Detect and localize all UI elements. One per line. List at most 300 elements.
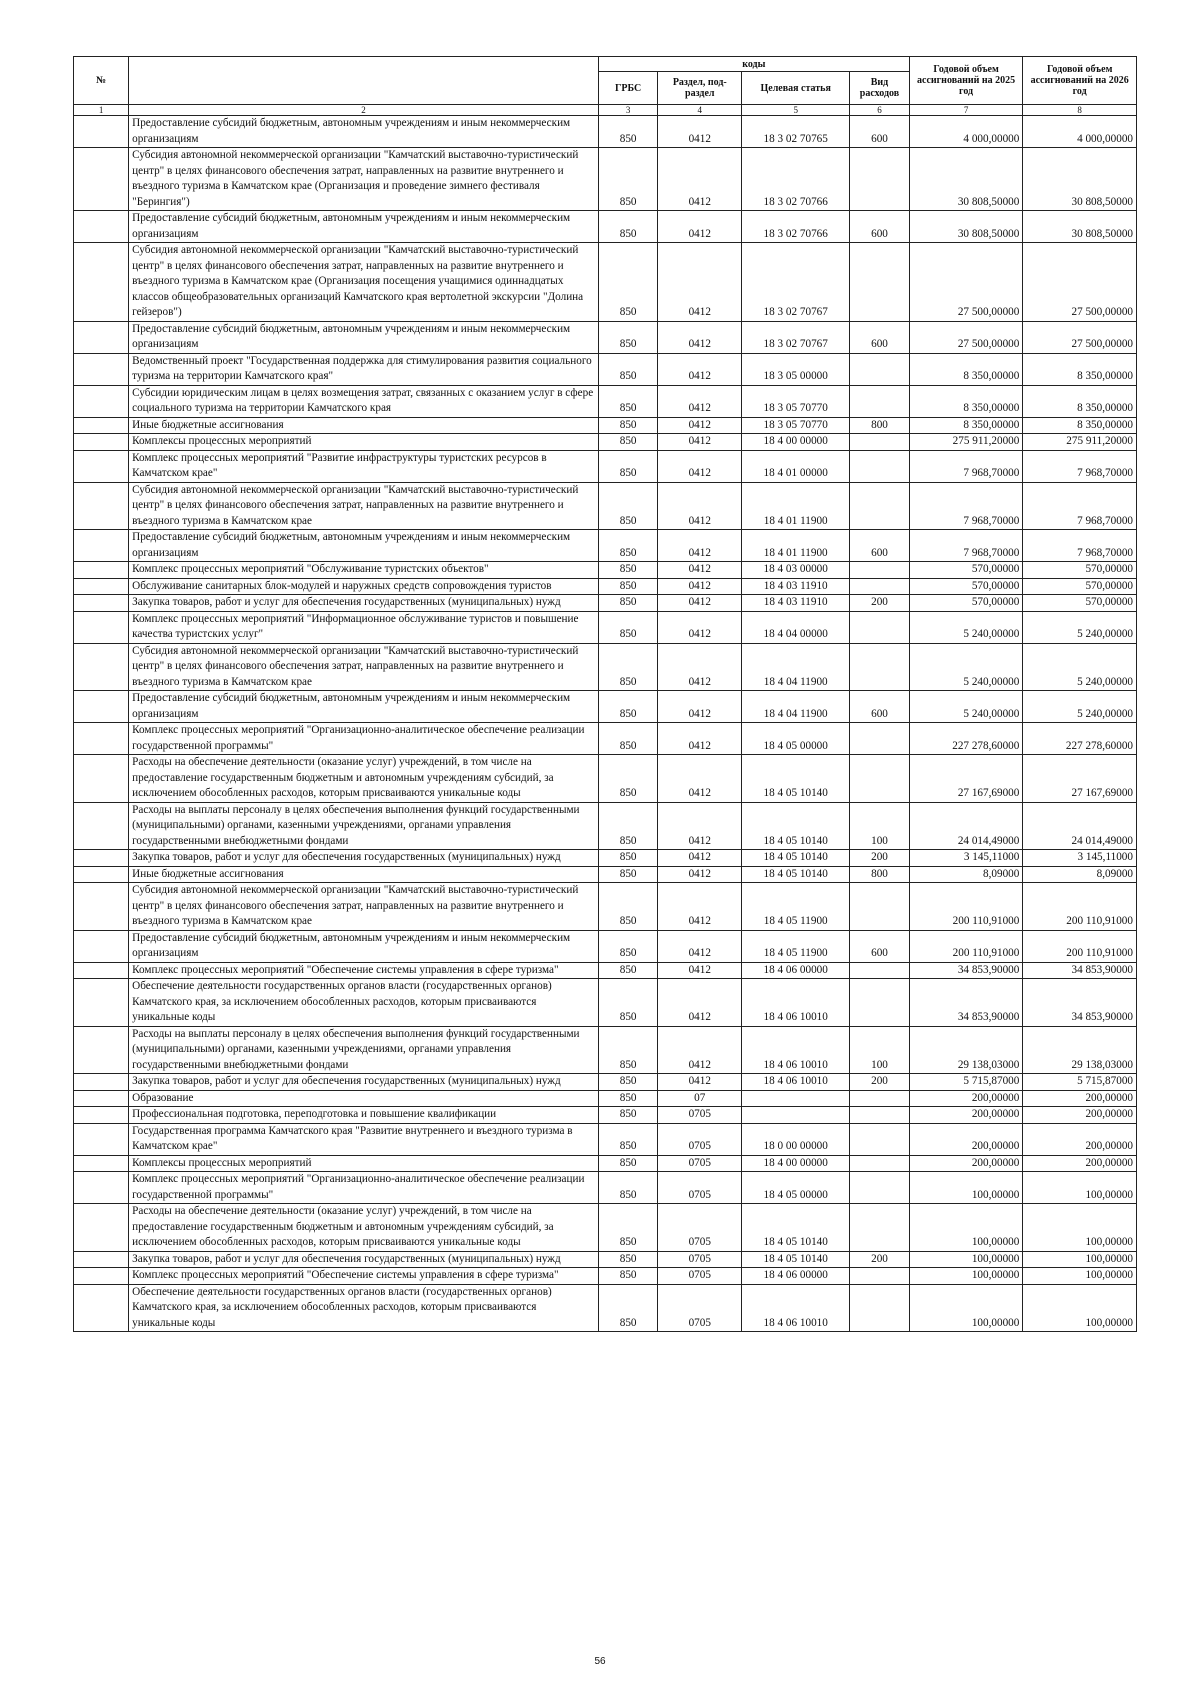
table-header xyxy=(74,57,1137,116)
amount-2025-cell: 3 145,11000 xyxy=(909,850,1023,867)
row-number-cell xyxy=(74,578,129,595)
razdel-cell: 0412 xyxy=(658,434,742,451)
target-article-cell xyxy=(742,1107,850,1124)
item-name-cell: Закупка товаров, работ и услуг для обеспечения государственных (муниципальных) нужд xyxy=(129,850,599,867)
row-number-cell xyxy=(74,883,129,931)
table-row xyxy=(74,1074,1137,1091)
razdel-cell: 0412 xyxy=(658,482,742,530)
razdel-cell: 0412 xyxy=(658,979,742,1027)
row-number-cell xyxy=(74,385,129,417)
item-name-cell: Обслуживание санитарных блок-модулей и наружных средств сопровождения туристов xyxy=(129,578,599,595)
grbs-cell: 850 xyxy=(598,802,658,850)
grbs-cell: 850 xyxy=(598,643,658,691)
amount-2026-cell: 5 240,00000 xyxy=(1023,611,1137,643)
row-number-cell xyxy=(74,1123,129,1155)
amount-2025-cell: 5 240,00000 xyxy=(909,643,1023,691)
target-article-cell: 18 4 05 11900 xyxy=(742,883,850,931)
item-name-cell: Комплекс процессных мероприятий "Обеспечение системы управления в сфере туризма" xyxy=(129,1268,599,1285)
target-article-cell: 18 4 06 00000 xyxy=(742,962,850,979)
amount-2026-cell: 100,00000 xyxy=(1023,1284,1137,1332)
expense-type-cell: 600 xyxy=(850,691,910,723)
amount-2026-cell: 5 715,87000 xyxy=(1023,1074,1137,1091)
target-article-cell: 18 4 01 11900 xyxy=(742,482,850,530)
item-name-cell: Комплекс процессных мероприятий "Организационно-аналитическое обеспечение реализации государственной программы" xyxy=(129,1172,599,1204)
item-name-cell: Ведомственный проект "Государственная поддержка для стимулирования развития социального туризма на территории Камчатского края" xyxy=(129,353,599,385)
item-name-cell: Комплекс процессных мероприятий "Обслуживание туристских объектов" xyxy=(129,562,599,579)
grbs-cell: 850 xyxy=(598,434,658,451)
header-vid: Вид расходов xyxy=(850,72,910,105)
expense-type-cell xyxy=(850,1204,910,1252)
expense-type-cell xyxy=(850,353,910,385)
table-row xyxy=(74,883,1137,931)
razdel-cell: 0412 xyxy=(658,850,742,867)
target-article-cell: 18 4 00 00000 xyxy=(742,1155,850,1172)
item-name-cell: Расходы на выплаты персоналу в целях обеспечения выполнения функций государственными (муниципальными) органами, казенными учреждениями, органами управления государственными внебюджетными фондами xyxy=(129,1026,599,1074)
grbs-cell: 850 xyxy=(598,930,658,962)
row-number-cell xyxy=(74,930,129,962)
target-article-cell: 18 4 06 10010 xyxy=(742,1284,850,1332)
item-name-cell: Предоставление субсидий бюджетным, автономным учреждениям и иным некоммерческим организациям xyxy=(129,530,599,562)
item-name-cell: Комплекс процессных мероприятий "Развитие инфраструктуры туристских ресурсов в Камчатском крае" xyxy=(129,450,599,482)
amount-2026-cell: 27 500,00000 xyxy=(1023,243,1137,322)
item-name-cell: Комплекс процессных мероприятий "Организационно-аналитическое обеспечение реализации государственной программы" xyxy=(129,723,599,755)
amount-2025-cell: 7 968,70000 xyxy=(909,530,1023,562)
item-name-cell: Иные бюджетные ассигнования xyxy=(129,866,599,883)
amount-2025-cell: 30 808,50000 xyxy=(909,211,1023,243)
amount-2026-cell: 570,00000 xyxy=(1023,595,1137,612)
razdel-cell: 0412 xyxy=(658,353,742,385)
target-article-cell: 18 4 03 11910 xyxy=(742,595,850,612)
amount-2025-cell: 100,00000 xyxy=(909,1172,1023,1204)
row-number-cell xyxy=(74,979,129,1027)
expense-type-cell xyxy=(850,1268,910,1285)
amount-2025-cell: 27 500,00000 xyxy=(909,243,1023,322)
amount-2025-cell: 100,00000 xyxy=(909,1251,1023,1268)
column-number: 3 xyxy=(598,105,658,116)
row-number-cell xyxy=(74,434,129,451)
target-article-cell: 18 4 05 00000 xyxy=(742,723,850,755)
item-name-cell: Комплекс процессных мероприятий "Обеспечение системы управления в сфере туризма" xyxy=(129,962,599,979)
header-name xyxy=(129,57,599,105)
amount-2026-cell: 24 014,49000 xyxy=(1023,802,1137,850)
table-row xyxy=(74,321,1137,353)
target-article-cell: 18 4 04 11900 xyxy=(742,643,850,691)
target-article-cell: 18 3 05 70770 xyxy=(742,385,850,417)
amount-2026-cell: 8 350,00000 xyxy=(1023,417,1137,434)
item-name-cell: Субсидия автономной некоммерческой организации "Камчатский выставочно-туристический центр" в целях финансового обеспечения затрат, направленных на развитие внутреннего и въездного туризма в Камчатском крае (Организация посещения учащимися одиннадцатых классов общеобразовательных организаций Камчатского края вертолетной экскурсии "Долина гейзеров") xyxy=(129,243,599,322)
target-article-cell: 18 3 02 70765 xyxy=(742,116,850,148)
item-name-cell: Субсидия автономной некоммерческой организации "Камчатский выставочно-туристический центр" в целях финансового обеспечения затрат, направленных на развитие внутреннего и въездного туризма в Камчатском крае xyxy=(129,643,599,691)
expense-type-cell xyxy=(850,450,910,482)
razdel-cell: 0705 xyxy=(658,1204,742,1252)
grbs-cell: 850 xyxy=(598,211,658,243)
grbs-cell: 850 xyxy=(598,611,658,643)
table-row xyxy=(74,723,1137,755)
grbs-cell: 850 xyxy=(598,148,658,211)
razdel-cell: 0412 xyxy=(658,578,742,595)
target-article-cell: 18 4 06 10010 xyxy=(742,979,850,1027)
target-article-cell: 18 4 06 00000 xyxy=(742,1268,850,1285)
razdel-cell: 0412 xyxy=(658,723,742,755)
row-number-cell xyxy=(74,1090,129,1107)
amount-2025-cell: 100,00000 xyxy=(909,1284,1023,1332)
target-article-cell: 18 3 05 70770 xyxy=(742,417,850,434)
row-number-cell xyxy=(74,643,129,691)
table-row xyxy=(74,482,1137,530)
item-name-cell: Субсидии юридическим лицам в целях возмещения затрат, связанных с оказанием услуг в сфере социального туризма на территории Камчатского края xyxy=(129,385,599,417)
item-name-cell: Предоставление субсидий бюджетным, автономным учреждениям и иным некоммерческим организациям xyxy=(129,116,599,148)
row-number-cell xyxy=(74,243,129,322)
table-row xyxy=(74,450,1137,482)
razdel-cell: 0412 xyxy=(658,116,742,148)
expense-type-cell xyxy=(850,611,910,643)
razdel-cell: 0412 xyxy=(658,562,742,579)
table-row xyxy=(74,1090,1137,1107)
amount-2025-cell: 7 968,70000 xyxy=(909,482,1023,530)
grbs-cell: 850 xyxy=(598,321,658,353)
amount-2026-cell: 200,00000 xyxy=(1023,1155,1137,1172)
expense-type-cell xyxy=(850,434,910,451)
razdel-cell: 0412 xyxy=(658,1074,742,1091)
target-article-cell: 18 4 05 10140 xyxy=(742,1251,850,1268)
row-number-cell xyxy=(74,691,129,723)
razdel-cell: 0412 xyxy=(658,595,742,612)
header-razdel: Раздел, под-раздел xyxy=(658,72,742,105)
amount-2025-cell: 8 350,00000 xyxy=(909,417,1023,434)
razdel-cell: 0412 xyxy=(658,148,742,211)
amount-2025-cell: 27 167,69000 xyxy=(909,755,1023,803)
column-number: 7 xyxy=(909,105,1023,116)
target-article-cell: 18 3 02 70767 xyxy=(742,243,850,322)
target-article-cell: 18 4 00 00000 xyxy=(742,434,850,451)
razdel-cell: 0705 xyxy=(658,1155,742,1172)
row-number-cell xyxy=(74,321,129,353)
razdel-cell: 0412 xyxy=(658,321,742,353)
header-num: № xyxy=(74,57,129,105)
expense-type-cell xyxy=(850,962,910,979)
razdel-cell: 0705 xyxy=(658,1123,742,1155)
table-row xyxy=(74,434,1137,451)
row-number-cell xyxy=(74,1107,129,1124)
table-row xyxy=(74,116,1137,148)
target-article-cell: 18 3 02 70766 xyxy=(742,148,850,211)
grbs-cell: 850 xyxy=(598,595,658,612)
amount-2025-cell: 570,00000 xyxy=(909,578,1023,595)
grbs-cell: 850 xyxy=(598,866,658,883)
amount-2025-cell: 5 240,00000 xyxy=(909,611,1023,643)
expense-type-cell xyxy=(850,1155,910,1172)
grbs-cell: 850 xyxy=(598,243,658,322)
target-article-cell: 18 4 05 10140 xyxy=(742,755,850,803)
expense-type-cell xyxy=(850,723,910,755)
amount-2025-cell: 200 110,91000 xyxy=(909,883,1023,931)
grbs-cell: 850 xyxy=(598,353,658,385)
razdel-cell: 0705 xyxy=(658,1107,742,1124)
amount-2025-cell: 5 240,00000 xyxy=(909,691,1023,723)
target-article-cell: 18 0 00 00000 xyxy=(742,1123,850,1155)
item-name-cell: Расходы на обеспечение деятельности (оказание услуг) учреждений, в том числе на предоставление государственным бюджетным и автономным учреждениям субсидий, за исключением обособленных расходов, которым присваиваются уникальные коды xyxy=(129,755,599,803)
grbs-cell: 850 xyxy=(598,1251,658,1268)
table-row xyxy=(74,595,1137,612)
table-row xyxy=(74,643,1137,691)
table-row xyxy=(74,1123,1137,1155)
table-row xyxy=(74,385,1137,417)
amount-2026-cell: 570,00000 xyxy=(1023,578,1137,595)
expense-type-cell xyxy=(850,979,910,1027)
target-article-cell: 18 4 05 10140 xyxy=(742,866,850,883)
grbs-cell: 850 xyxy=(598,850,658,867)
grbs-cell: 850 xyxy=(598,482,658,530)
amount-2025-cell: 570,00000 xyxy=(909,562,1023,579)
item-name-cell: Профессиональная подготовка, переподготовка и повышение квалификации xyxy=(129,1107,599,1124)
table-row xyxy=(74,1155,1137,1172)
table-row xyxy=(74,1251,1137,1268)
header-2025: Годовой объем ассигнований на 2025 год xyxy=(909,57,1023,105)
expense-type-cell: 100 xyxy=(850,1026,910,1074)
row-number-cell xyxy=(74,1268,129,1285)
table-row xyxy=(74,979,1137,1027)
row-number-cell xyxy=(74,962,129,979)
amount-2026-cell: 27 500,00000 xyxy=(1023,321,1137,353)
header-grbs: ГРБС xyxy=(598,72,658,105)
amount-2026-cell: 570,00000 xyxy=(1023,562,1137,579)
amount-2025-cell: 29 138,03000 xyxy=(909,1026,1023,1074)
row-number-cell xyxy=(74,1155,129,1172)
amount-2025-cell: 275 911,20000 xyxy=(909,434,1023,451)
amount-2025-cell: 24 014,49000 xyxy=(909,802,1023,850)
expense-type-cell xyxy=(850,1284,910,1332)
razdel-cell: 0412 xyxy=(658,450,742,482)
expense-type-cell xyxy=(850,578,910,595)
expense-type-cell xyxy=(850,883,910,931)
razdel-cell: 0705 xyxy=(658,1251,742,1268)
expense-type-cell xyxy=(850,482,910,530)
target-article-cell: 18 4 05 11900 xyxy=(742,930,850,962)
table-row xyxy=(74,353,1137,385)
grbs-cell: 850 xyxy=(598,1284,658,1332)
column-number: 6 xyxy=(850,105,910,116)
grbs-cell: 850 xyxy=(598,1026,658,1074)
table-row xyxy=(74,417,1137,434)
razdel-cell: 0412 xyxy=(658,866,742,883)
item-name-cell: Комплексы процессных мероприятий xyxy=(129,1155,599,1172)
grbs-cell: 850 xyxy=(598,116,658,148)
amount-2026-cell: 4 000,00000 xyxy=(1023,116,1137,148)
row-number-cell xyxy=(74,530,129,562)
expense-type-cell xyxy=(850,148,910,211)
item-name-cell: Предоставление субсидий бюджетным, автономным учреждениям и иным некоммерческим организациям xyxy=(129,211,599,243)
target-article-cell: 18 4 06 10010 xyxy=(742,1026,850,1074)
table-row xyxy=(74,755,1137,803)
item-name-cell: Иные бюджетные ассигнования xyxy=(129,417,599,434)
table-row xyxy=(74,1284,1137,1332)
amount-2025-cell: 5 715,87000 xyxy=(909,1074,1023,1091)
table-row xyxy=(74,802,1137,850)
amount-2026-cell: 8,09000 xyxy=(1023,866,1137,883)
item-name-cell: Комплекс процессных мероприятий "Информационное обслуживание туристов и повышение качества туристских услуг" xyxy=(129,611,599,643)
razdel-cell: 0412 xyxy=(658,643,742,691)
razdel-cell: 0412 xyxy=(658,930,742,962)
razdel-cell: 0705 xyxy=(658,1172,742,1204)
amount-2026-cell: 30 808,50000 xyxy=(1023,148,1137,211)
target-article-cell: 18 4 06 10010 xyxy=(742,1074,850,1091)
amount-2026-cell: 30 808,50000 xyxy=(1023,211,1137,243)
amount-2025-cell: 200,00000 xyxy=(909,1155,1023,1172)
item-name-cell: Государственная программа Камчатского края "Развитие внутреннего и въездного туризма в Камчатском крае" xyxy=(129,1123,599,1155)
expense-type-cell: 600 xyxy=(850,321,910,353)
amount-2025-cell: 200,00000 xyxy=(909,1090,1023,1107)
expense-type-cell xyxy=(850,243,910,322)
item-name-cell: Комплексы процессных мероприятий xyxy=(129,434,599,451)
grbs-cell: 850 xyxy=(598,883,658,931)
grbs-cell: 850 xyxy=(598,755,658,803)
expense-type-cell: 600 xyxy=(850,530,910,562)
amount-2026-cell: 200,00000 xyxy=(1023,1090,1137,1107)
razdel-cell: 0412 xyxy=(658,611,742,643)
grbs-cell: 850 xyxy=(598,578,658,595)
row-number-cell xyxy=(74,595,129,612)
row-number-cell xyxy=(74,1074,129,1091)
table-row xyxy=(74,243,1137,322)
expense-type-cell: 200 xyxy=(850,850,910,867)
razdel-cell: 0412 xyxy=(658,962,742,979)
row-number-cell xyxy=(74,1026,129,1074)
grbs-cell: 850 xyxy=(598,691,658,723)
column-number: 2 xyxy=(129,105,599,116)
amount-2025-cell: 7 968,70000 xyxy=(909,450,1023,482)
item-name-cell: Обеспечение деятельности государственных органов власти (государственных органов) Камчатского края, за исключением обособленных расходов, которым присваиваются уникальные коды xyxy=(129,1284,599,1332)
item-name-cell: Образование xyxy=(129,1090,599,1107)
amount-2026-cell: 227 278,60000 xyxy=(1023,723,1137,755)
grbs-cell: 850 xyxy=(598,1090,658,1107)
target-article-cell: 18 4 05 10140 xyxy=(742,802,850,850)
column-number: 4 xyxy=(658,105,742,116)
item-name-cell: Предоставление субсидий бюджетным, автономным учреждениям и иным некоммерческим организациям xyxy=(129,691,599,723)
budget-table-sheet xyxy=(73,56,1137,1332)
expense-type-cell xyxy=(850,755,910,803)
item-name-cell: Предоставление субсидий бюджетным, автономным учреждениям и иным некоммерческим организациям xyxy=(129,321,599,353)
amount-2026-cell: 29 138,03000 xyxy=(1023,1026,1137,1074)
item-name-cell: Закупка товаров, работ и услуг для обеспечения государственных (муниципальных) нужд xyxy=(129,595,599,612)
target-article-cell: 18 4 03 00000 xyxy=(742,562,850,579)
row-number-cell xyxy=(74,562,129,579)
table-row xyxy=(74,1268,1137,1285)
razdel-cell: 0412 xyxy=(658,1026,742,1074)
grbs-cell: 850 xyxy=(598,979,658,1027)
amount-2026-cell: 200 110,91000 xyxy=(1023,930,1137,962)
budget-table xyxy=(73,56,1137,1332)
row-number-cell xyxy=(74,148,129,211)
grbs-cell: 850 xyxy=(598,1204,658,1252)
column-number: 5 xyxy=(742,105,850,116)
target-article-cell: 18 4 05 10140 xyxy=(742,1204,850,1252)
table-row xyxy=(74,1204,1137,1252)
grbs-cell: 850 xyxy=(598,385,658,417)
item-name-cell: Расходы на обеспечение деятельности (оказание услуг) учреждений, в том числе на предоставление государственным бюджетным и автономным учреждениям субсидий, за исключением обособленных расходов, которым присваиваются уникальные коды xyxy=(129,1204,599,1252)
amount-2025-cell: 8 350,00000 xyxy=(909,353,1023,385)
amount-2026-cell: 200,00000 xyxy=(1023,1123,1137,1155)
column-number: 1 xyxy=(74,105,129,116)
amount-2026-cell: 5 240,00000 xyxy=(1023,691,1137,723)
expense-type-cell: 800 xyxy=(850,866,910,883)
grbs-cell: 850 xyxy=(598,562,658,579)
razdel-cell: 0412 xyxy=(658,755,742,803)
row-number-cell xyxy=(74,1251,129,1268)
expense-type-cell xyxy=(850,562,910,579)
amount-2026-cell: 200 110,91000 xyxy=(1023,883,1137,931)
razdel-cell: 0412 xyxy=(658,243,742,322)
header-codes: коды xyxy=(598,57,909,72)
amount-2025-cell: 100,00000 xyxy=(909,1204,1023,1252)
target-article-cell: 18 4 01 11900 xyxy=(742,530,850,562)
table-row xyxy=(74,1172,1137,1204)
amount-2025-cell: 4 000,00000 xyxy=(909,116,1023,148)
amount-2025-cell: 227 278,60000 xyxy=(909,723,1023,755)
table-row xyxy=(74,691,1137,723)
row-number-cell xyxy=(74,417,129,434)
razdel-cell: 0412 xyxy=(658,211,742,243)
table-row xyxy=(74,962,1137,979)
amount-2026-cell: 100,00000 xyxy=(1023,1268,1137,1285)
razdel-cell: 0705 xyxy=(658,1268,742,1285)
row-number-cell xyxy=(74,1284,129,1332)
amount-2026-cell: 34 853,90000 xyxy=(1023,979,1137,1027)
table-row xyxy=(74,1107,1137,1124)
amount-2025-cell: 200,00000 xyxy=(909,1107,1023,1124)
row-number-cell xyxy=(74,611,129,643)
item-name-cell: Субсидия автономной некоммерческой организации "Камчатский выставочно-туристический центр" в целях финансового обеспечения затрат, направленных на развитие внутреннего и въездного туризма в Камчатском крае xyxy=(129,883,599,931)
amount-2025-cell: 570,00000 xyxy=(909,595,1023,612)
table-row xyxy=(74,562,1137,579)
expense-type-cell: 200 xyxy=(850,595,910,612)
amount-2026-cell: 8 350,00000 xyxy=(1023,353,1137,385)
amount-2025-cell: 8,09000 xyxy=(909,866,1023,883)
amount-2025-cell: 200 110,91000 xyxy=(909,930,1023,962)
amount-2026-cell: 8 350,00000 xyxy=(1023,385,1137,417)
row-number-cell xyxy=(74,1204,129,1252)
grbs-cell: 850 xyxy=(598,1074,658,1091)
razdel-cell: 0412 xyxy=(658,530,742,562)
grbs-cell: 850 xyxy=(598,1172,658,1204)
grbs-cell: 850 xyxy=(598,962,658,979)
expense-type-cell xyxy=(850,1107,910,1124)
amount-2026-cell: 34 853,90000 xyxy=(1023,962,1137,979)
table-row xyxy=(74,1026,1137,1074)
target-article-cell: 18 4 05 00000 xyxy=(742,1172,850,1204)
item-name-cell: Субсидия автономной некоммерческой организации "Камчатский выставочно-туристический центр" в целях финансового обеспечения затрат, направленных на развитие внутреннего и въездного туризма в Камчатском крае (Организация и проведение зимнего фестиваля "Берингия") xyxy=(129,148,599,211)
expense-type-cell xyxy=(850,1090,910,1107)
target-article-cell: 18 3 05 00000 xyxy=(742,353,850,385)
item-name-cell: Обеспечение деятельности государственных органов власти (государственных органов) Камчатского края, за исключением обособленных расходов, которым присваиваются уникальные коды xyxy=(129,979,599,1027)
amount-2026-cell: 7 968,70000 xyxy=(1023,482,1137,530)
amount-2026-cell: 3 145,11000 xyxy=(1023,850,1137,867)
column-number: 8 xyxy=(1023,105,1137,116)
table-row xyxy=(74,148,1137,211)
row-number-cell xyxy=(74,723,129,755)
amount-2025-cell: 100,00000 xyxy=(909,1268,1023,1285)
razdel-cell: 0412 xyxy=(658,883,742,931)
expense-type-cell: 800 xyxy=(850,417,910,434)
row-number-cell xyxy=(74,850,129,867)
expense-type-cell xyxy=(850,1123,910,1155)
table-row xyxy=(74,850,1137,867)
row-number-cell xyxy=(74,755,129,803)
target-article-cell: 18 4 04 00000 xyxy=(742,611,850,643)
amount-2026-cell: 100,00000 xyxy=(1023,1251,1137,1268)
expense-type-cell xyxy=(850,1172,910,1204)
amount-2025-cell: 8 350,00000 xyxy=(909,385,1023,417)
target-article-cell: 18 4 05 10140 xyxy=(742,850,850,867)
